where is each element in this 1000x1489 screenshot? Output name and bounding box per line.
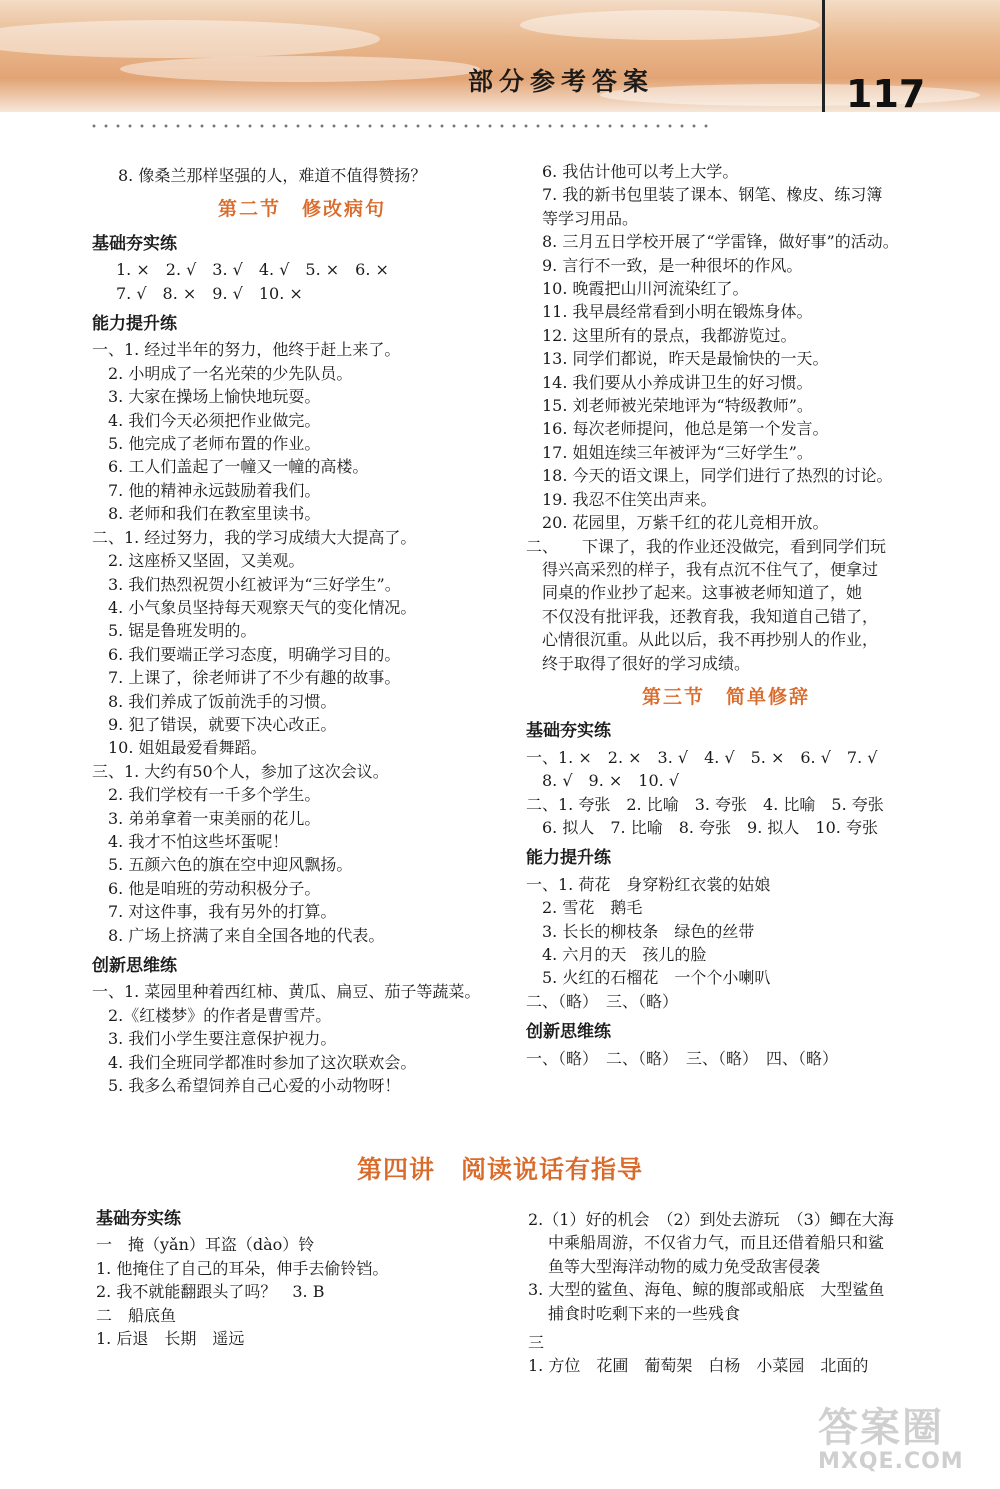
cloud-wisp — [0, 20, 380, 58]
answer-line: 三 — [528, 1333, 545, 1353]
answer-line: 17. 姐姐连续三年被评为“三好学生”。 — [542, 442, 813, 462]
lecture4-left-column — [96, 1208, 516, 1350]
answer-line: 一、1. 荷花 身穿粉红衣裳的姑娘 — [526, 874, 771, 894]
answer-line: 8. 广场上挤满了来自全国各地的代表。 — [92, 925, 385, 945]
answer-line: 2. 小明成了一名光荣的少先队员。 — [92, 363, 353, 383]
cloud-wisp — [120, 56, 480, 82]
answer-line: 一、（略） 二、（略） 三、（略） 四、（略） — [526, 1048, 839, 1068]
answer-line: 4. 我们今天必须把作业做完。 — [92, 410, 321, 430]
answer-line: 等学习用品。 — [542, 208, 639, 228]
answer-line: 13. 同学们都说，昨天是最愉快的一天。 — [542, 349, 829, 369]
answer-line: 一、1. 经过半年的努力，他终于赶上来了。 — [92, 340, 401, 360]
answer-line: 2. 我不就能翻跟头了吗？ 3. B — [96, 1282, 325, 1302]
answer-line: 16. 每次老师提问，他总是第一个发言。 — [542, 419, 829, 439]
answer-line: 7. 对这件事，我有另外的打算。 — [92, 902, 337, 922]
answer-line: 1. 他掩住了自己的耳朵，伸手去偷铃铛。 — [96, 1258, 389, 1278]
answer-line: 12. 这里所有的景点，我都游览过。 — [542, 325, 797, 345]
answer-line: 不仅没有批评我，还教育我，我知道自己错了， — [526, 606, 879, 626]
answer-line: 15. 刘老师被光荣地评为“特级教师”。 — [542, 396, 813, 416]
answer-line: 2. 这座桥又坚固，又美观。 — [92, 551, 305, 571]
watermark-site-text: MXQE.COM — [818, 1449, 964, 1474]
answer-line: 5. 五颜六色的旗在空中迎风飘扬。 — [92, 855, 353, 875]
answer-line: 2. 我们学校有一千多个学生。 — [92, 785, 321, 805]
answer-line: 8. 三月五日学校开展了“学雷锋，做好事”的活动。 — [542, 232, 899, 252]
header-divider — [822, 0, 825, 112]
answer-line: 二 船底鱼 — [96, 1305, 177, 1325]
answer-line: 2.《红楼梦》的作者是曹雪芹。 — [92, 1005, 332, 1025]
answer-line: 5. 我多么希望饲养自己心爱的小动物呀！ — [92, 1076, 401, 1096]
right-column — [526, 160, 926, 1070]
subsection-heading: 基础夯实练 — [96, 1209, 181, 1229]
answer-line: 4. 六月的天 孩儿的脸 — [526, 945, 707, 964]
subsection-heading: 能力提升练 — [526, 848, 611, 869]
watermark-logo — [818, 1396, 988, 1478]
answer-line: 5. 他完成了老师布置的作业。 — [92, 434, 321, 454]
answer-line: 2. 雪花 鹅毛 — [526, 898, 643, 918]
answer-line: 鱼等大型海洋动物的威力免受敌害侵袭 — [548, 1256, 821, 1276]
answer-line: 一、1. × 2. × 3. √ 4. √ 5. × 6. √ 7. √ — [526, 747, 878, 767]
section-title: 第二节 修改病句 — [217, 198, 386, 221]
left-column — [92, 164, 512, 1097]
answer-line: 3. 我们小学生要注意保护视力。 — [92, 1029, 337, 1049]
answer-line: 同桌的作业抄了起来。这事被老师知道了，她 — [526, 583, 863, 603]
answer-line: 7. √ 8. × 9. √ 10. × — [116, 283, 303, 303]
lecture-title: 第四讲 阅读说话有指导 — [356, 1155, 643, 1184]
cloud-wisp — [520, 10, 820, 40]
answer-line: 8. 像桑兰那样坚强的人，难道不值得赞扬？ — [118, 166, 427, 185]
answer-line: 10. 姐姐最爱看舞蹈。 — [92, 738, 267, 758]
answer-line: 6. 他是咱班的劳动积极分子。 — [92, 878, 321, 898]
answer-line: 一、1. 菜园里种着西红柿、黄瓜、扁豆、茄子等蔬菜。 — [92, 982, 481, 1002]
answer-line: 9. 犯了错误，就要下决心改正。 — [92, 714, 337, 734]
answer-line: 18. 今天的语文课上，同学们进行了热烈的讨论。 — [542, 466, 893, 486]
answer-line: 6. 我们要端正学习态度，明确学习目的。 — [92, 644, 401, 664]
answer-line: 3. 大型的鲨鱼、海龟、鲸的腹部或船底 大型鲨鱼 — [528, 1280, 885, 1300]
answer-line: 3. 长长的柳枝条 绿色的丝带 — [526, 921, 755, 941]
answer-line: 心情很沉重。从此以后，我不再抄别人的作业， — [526, 630, 879, 650]
answer-line: 5. 火红的石榴花 一个个小喇叭 — [526, 968, 771, 988]
subsection-heading: 创新思维练 — [92, 956, 177, 976]
answer-line: 二、1. 夸张 2. 比喻 3. 夸张 4. 比喻 5. 夸张 — [526, 794, 884, 814]
answer-line: 7. 他的精神永远鼓励着我们。 — [92, 480, 321, 500]
answer-line: 2.（1）好的机会 （2）到处去游玩 （3）鲫在大海 — [528, 1210, 894, 1229]
answer-line: 二、1. 经过努力，我的学习成绩大大提高了。 — [92, 527, 417, 547]
answer-line: 4. 我才不怕这些坏蛋呢！ — [92, 831, 289, 851]
page-header-title: 部分参考答案 — [468, 67, 655, 96]
answer-line: 6. 工人们盖起了一幢又一幢的高楼。 — [92, 457, 369, 477]
watermark-logo-text: 答案圈 — [818, 1405, 944, 1451]
page-number: 117 — [846, 72, 926, 116]
answer-line: 8. 老师和我们在教室里读书。 — [92, 504, 321, 524]
answer-line: 得兴高采烈的样子，我有点沉不住气了，便拿过 — [526, 559, 879, 579]
answer-line: 二、（略） 三、（略） — [526, 991, 679, 1011]
subsection-heading: 能力提升练 — [92, 314, 177, 335]
answer-line: 7. 上课了，徐老师讲了不少有趣的故事。 — [92, 668, 401, 688]
subsection-heading: 基础夯实练 — [526, 721, 611, 742]
answer-line: 3. 我们热烈祝贺小红被评为“三好学生”。 — [92, 574, 401, 594]
dotted-rule — [88, 124, 708, 128]
answer-line: 捕食时吃剩下来的一些残食 — [548, 1303, 741, 1323]
section-title: 第三节 简单修辞 — [641, 685, 810, 708]
subsection-heading: 基础夯实练 — [92, 233, 177, 254]
answer-line: 4. 小气象员坚持每天观察天气的变化情况。 — [92, 597, 417, 617]
answer-line: 8. √ 9. × 10. √ — [526, 771, 680, 791]
answer-line: 1. × 2. √ 3. √ 4. √ 5. × 6. × — [116, 260, 389, 280]
answer-line: 3. 大家在操场上愉快地玩耍。 — [92, 387, 321, 407]
answer-line: 中乘船周游，不仅省力气，而且还借着船只和鲨 — [548, 1233, 885, 1253]
answer-line: 14. 我们要从小养成讲卫生的好习惯。 — [542, 372, 813, 392]
answer-line: 11. 我早晨经常看到小明在锻炼身体。 — [542, 302, 813, 322]
answer-line: 5. 锯是鲁班发明的。 — [92, 621, 257, 641]
answer-line: 6. 拟人 7. 比喻 8. 夸张 9. 拟人 10. 夸张 — [526, 817, 878, 837]
answer-line: 4. 我们全班同学都准时参加了这次联欢会。 — [92, 1052, 417, 1072]
answer-line: 3. 弟弟拿着一束美丽的花儿。 — [92, 808, 321, 828]
answer-line: 1. 后退 长期 遥远 — [96, 1329, 245, 1349]
answer-line: 三、1. 大约有50个人，参加了这次会议。 — [92, 761, 389, 781]
answer-line: 10. 晚霞把山川河流染红了。 — [542, 279, 749, 299]
answer-line: 终于取得了很好的学习成绩。 — [526, 653, 751, 673]
answer-line: 一 掩（yǎn）耳盗（dào）铃 — [96, 1235, 315, 1255]
answer-line: 1. 方位 花圃 葡萄架 白杨 小菜园 北面的 — [528, 1356, 869, 1376]
lecture4-right-column — [528, 1208, 928, 1378]
answer-line: 20. 花园里，万紫千红的花儿竞相开放。 — [542, 513, 829, 533]
subsection-heading: 创新思维练 — [526, 1022, 611, 1043]
answer-line: 6. 我估计他可以考上大学。 — [542, 162, 739, 181]
answer-line: 二、 下课了，我的作业还没做完，看到同学们玩 — [526, 536, 887, 556]
answer-line: 19. 我忍不住笑出声来。 — [542, 489, 717, 509]
answer-line: 9. 言行不一致，是一种很坏的作风。 — [542, 255, 803, 275]
answer-line: 7. 我的新书包里装了课本、钢笔、橡皮、练习簿 — [542, 185, 883, 205]
answer-line: 8. 我们养成了饭前洗手的习惯。 — [92, 691, 337, 711]
